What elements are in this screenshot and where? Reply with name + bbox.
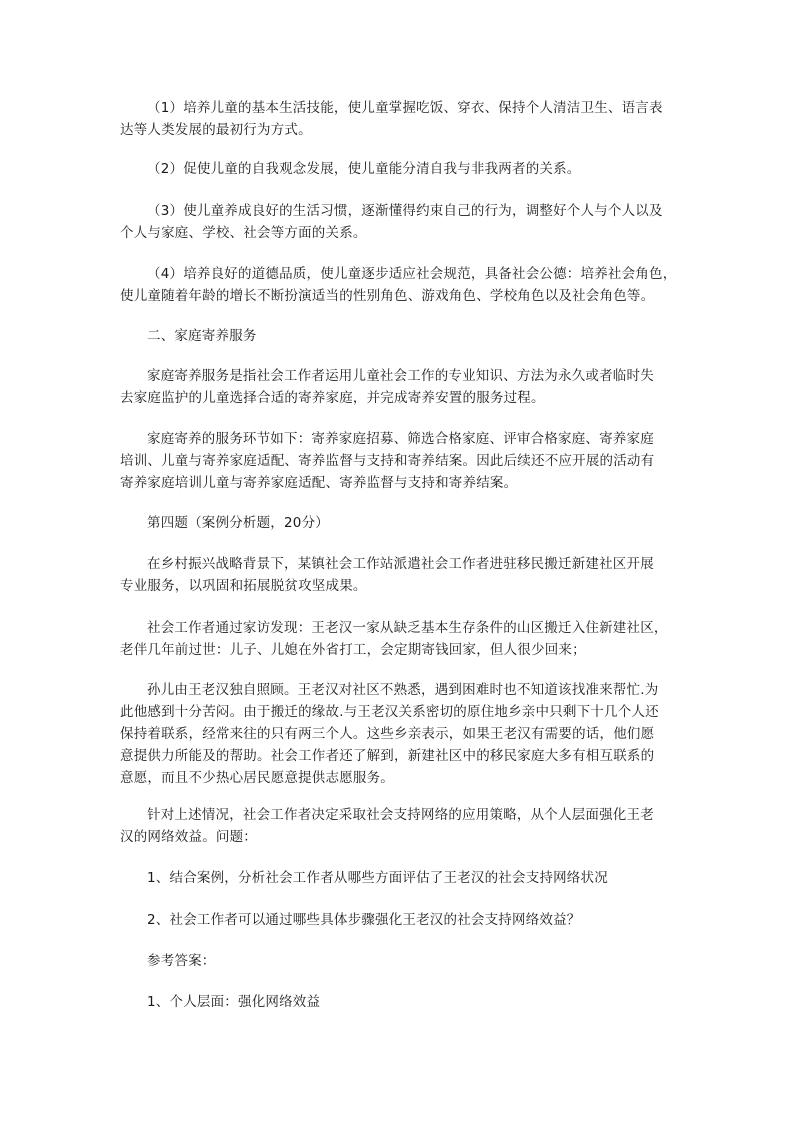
question-2 bbox=[120, 909, 680, 931]
text-line: 针对上述情况，社会工作者决定采取社会支持网络的应用策略，从个人层面强化王老 bbox=[147, 807, 654, 823]
text-line: 保持着联系，经常来往的只有两三个人。这些乡亲表示，如果王老汉有需要的话，他们愿 bbox=[120, 726, 655, 742]
text-line: 孙儿由王老汉独自照顾。王老汉对社区不熟悉，遇到困难时也不知道该找准来帮忙.为 bbox=[147, 682, 659, 698]
text-line: 1、结合案例，分析社会工作者从哪些方面评估了王老汉的社会支持网络状况 bbox=[147, 870, 608, 886]
text-line: （2）促使儿童的自我观念发展，使儿童能分清自我与非我两者的关系。 bbox=[147, 161, 581, 177]
text-line: 1、个人层面：强化网络效益 bbox=[147, 994, 321, 1010]
paragraph-foster-steps bbox=[120, 428, 680, 494]
text-line: 老伴几年前过世：儿子、儿媳在外省打工，会定期寄钱回家，但人很少回来； bbox=[120, 642, 586, 658]
paragraph-1 bbox=[120, 97, 680, 141]
text-line: 去家庭监护的儿童选择合适的寄养家庭，并完成寄养安置的服务过程。 bbox=[120, 390, 545, 406]
paragraph-foster-definition bbox=[120, 365, 680, 409]
text-line: （1）培养儿童的基本生活技能，使儿童掌握吃饭、穿衣、保持个人清洁卫生、语言表 bbox=[147, 100, 663, 116]
text-line: 达等人类发展的最初行为方式。 bbox=[120, 122, 312, 138]
text-line: 使儿童随着年龄的增长不断扮演适当的性别角色、游戏角色、学校角色以及社会角色等。 bbox=[120, 288, 655, 304]
text-line: 家庭寄养的服务环节如下：寄养家庭招募、筛选合格家庭、评审合格家庭、寄养家庭 bbox=[147, 431, 654, 447]
case-paragraph-2 bbox=[120, 617, 680, 661]
text-line: 意愿，而且不少热心居民愿意提供志愿服务。 bbox=[120, 770, 394, 786]
reference-answer-heading bbox=[120, 950, 680, 972]
text-line: 二、家庭寄养服务 bbox=[147, 328, 257, 344]
text-line: 培训、儿童与寄养家庭适配、寄养监督与支持和寄养结案。因此后续还不应开展的活动有 bbox=[120, 453, 655, 469]
answer-1 bbox=[120, 991, 680, 1013]
text-line: 家庭寄养服务是指社会工作者运用儿童社会工作的专业知识、方法为永久或者临时失 bbox=[147, 368, 654, 384]
text-line: （3）使儿童养成良好的生活习惯，逐渐懂得约束自己的行为，调整好个人与个人以及 bbox=[147, 203, 663, 219]
text-line: 在乡村振兴战略背景下，某镇社会工作站派遣社会工作者进驻移民搬迁新建社区开展 bbox=[147, 556, 654, 572]
text-line: 2、社会工作者可以通过哪些具体步骤强化王老汉的社会支持网络效益？ bbox=[147, 912, 581, 928]
paragraph-3 bbox=[120, 200, 680, 244]
text-line: 专业服务，以巩固和拓展脱贫攻坚成果。 bbox=[120, 578, 367, 594]
case-paragraph-4 bbox=[120, 804, 680, 848]
text-line: 此他感到十分苦闷。由于搬迁的缘故.与王老汉关系密切的原住地乡亲中只剩下十几个人还 bbox=[120, 704, 659, 720]
text-line: 参考答案： bbox=[147, 953, 216, 969]
text-line: 第四题（案例分析题，20分） bbox=[147, 515, 329, 531]
text-line: （4）培养良好的道德品质，使儿童逐步适应社会规范，具备社会公德：培养社会角色， bbox=[147, 266, 677, 282]
case-paragraph-1 bbox=[120, 553, 680, 597]
text-line: 意提供力所能及的帮助。社会工作者还了解到，新建社区中的移民家庭大多有相互联系的 bbox=[120, 748, 655, 764]
paragraph-4 bbox=[120, 263, 680, 307]
question-heading bbox=[120, 512, 680, 534]
paragraph-2 bbox=[120, 158, 680, 180]
case-paragraph-3 bbox=[120, 679, 680, 789]
text-line: 寄养家庭培训儿童与寄养家庭适配、寄养监督与支持和寄养结案。 bbox=[120, 475, 518, 491]
text-line: 社会工作者通过家访发现：王老汉一家从缺乏基本生存条件的山区搬迁入住新建社区， bbox=[147, 620, 668, 636]
question-1 bbox=[120, 867, 680, 889]
text-line: 汉的网络效益。问题： bbox=[120, 829, 257, 845]
text-line: 个人与家庭、学校、社会等方面的关系。 bbox=[120, 225, 367, 241]
section-heading-foster-care bbox=[120, 325, 680, 347]
